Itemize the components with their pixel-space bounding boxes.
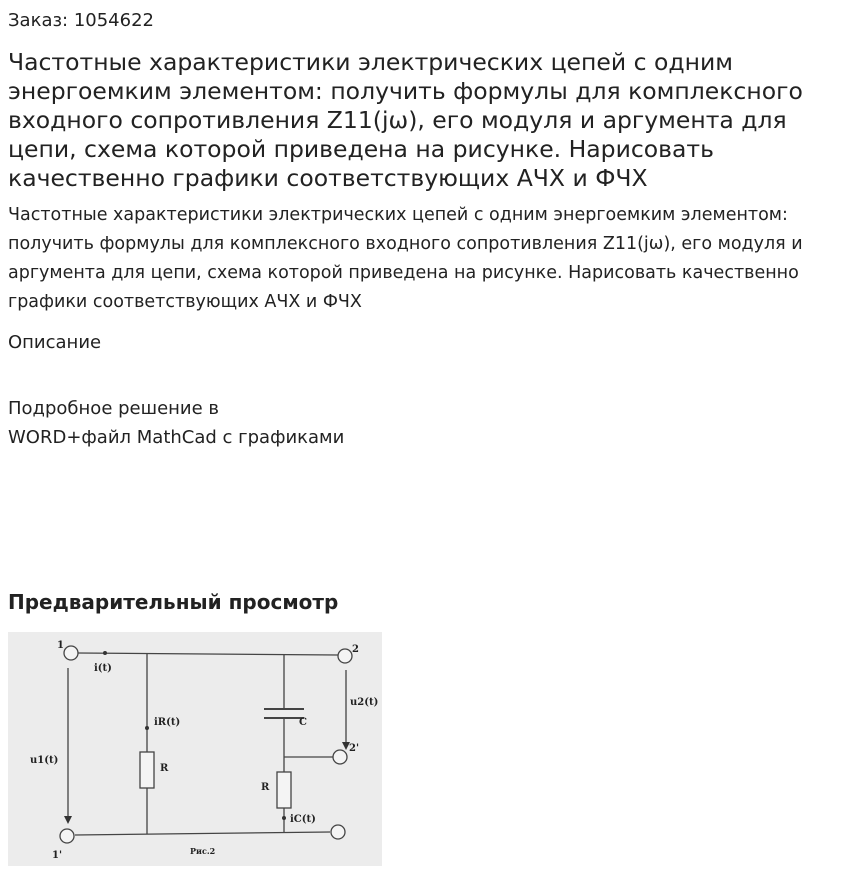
resistor-r1 (140, 752, 154, 788)
solution-detail (8, 394, 344, 452)
solution-detail-line-1: Подробное решение в (8, 398, 220, 419)
task-description: Частотные характеристики электрических цепей с одним энергоемким элементом: получить формулы для комплексного входного сопротивления Z11(jω), его модуля и аргумента для цепи, схема которой приведена на рисунке. Нарисовать качественно графики соответствующих АЧХ и ФЧХ (8, 205, 803, 312)
label-current-i: i(t) (94, 663, 112, 674)
terminal-2p (333, 750, 347, 764)
label-voltage-u2: u2(t) (350, 697, 379, 708)
current-ir-dot (145, 726, 149, 730)
terminal-1 (64, 646, 78, 660)
figure-caption: Рис.2 (190, 846, 216, 856)
current-ic-dot (282, 816, 286, 820)
terminal-2 (338, 649, 352, 663)
order-number: Заказ: 1054622 (8, 10, 154, 31)
solution-detail-line-2: WORD+файл MathCad с графиками (8, 427, 345, 448)
label-node-1p: 1' (52, 850, 63, 861)
label-node-2p: 2' (349, 743, 360, 754)
label-current-ir: iR(t) (154, 717, 181, 728)
current-i-dot (103, 651, 107, 655)
label-voltage-u1: u1(t) (30, 755, 59, 766)
label-resistor-r1: R (160, 763, 169, 774)
label-node-2: 2 (352, 644, 359, 655)
label-capacitor-c: C (299, 717, 307, 728)
terminal-bottom-right (331, 825, 345, 839)
label-node-1: 1 (57, 640, 64, 651)
circuit-schematic (8, 632, 382, 866)
page-title: Частотные характеристики электрических цепей с одним энергоемким элементом: получить формулы для комплексного входного сопротивления Z11(jω), его модуля и аргумента для цепи, схема которой приведена на рисунке. Нарисовать качественно графики соответствующих АЧХ и ФЧХ (8, 48, 803, 192)
resistor-r2 (277, 772, 291, 808)
preview-heading: Предварительный просмотр (8, 590, 339, 614)
terminal-1p (60, 829, 74, 843)
label-resistor-r2: R (261, 782, 270, 793)
label-current-ic: iC(t) (290, 814, 316, 825)
preview-image[interactable] (8, 632, 382, 866)
description-heading: Описание (8, 332, 102, 353)
